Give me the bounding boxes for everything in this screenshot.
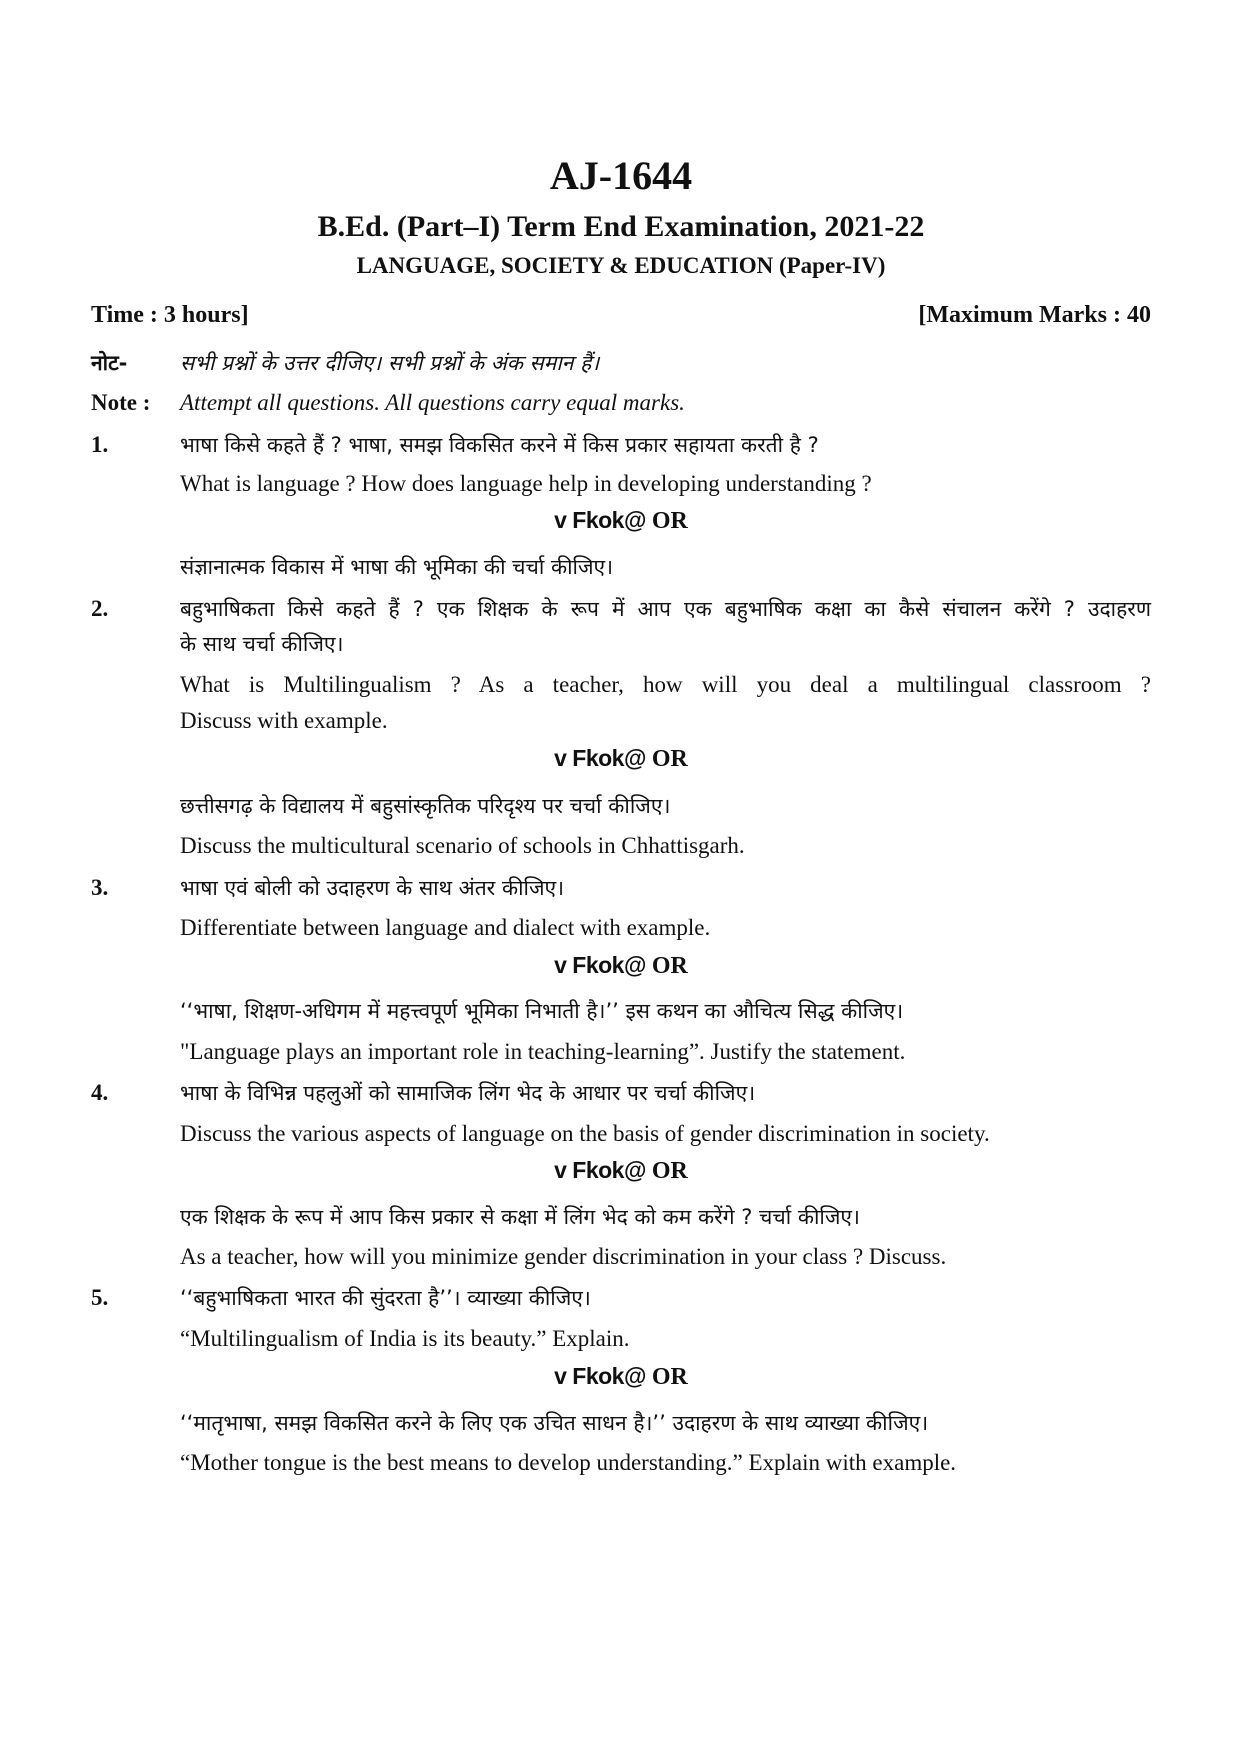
or-garbled-label: v Fkok@ — [554, 1363, 646, 1389]
question-text-hindi: ‘‘बहुभाषिकता भारत की सुंदरता है’’। व्याख्या कीजिए। — [180, 1286, 591, 1310]
question-text-english: Discuss the various aspects of language on the basis of gender discrimination in society. — [180, 1121, 990, 1146]
alternative-text-hindi: छत्तीसगढ़ के विद्यालय में बहुसांस्कृतिक परिदृश्य पर चर्चा कीजिए। — [180, 794, 671, 818]
alternative-text-hindi: संज्ञानात्मक विकास में भाषा की भूमिका की चर्चा कीजिए। — [180, 555, 614, 579]
question-number: 1. — [91, 432, 109, 457]
question-text-english: What is language ? How does language help in developing understanding ? — [180, 471, 872, 496]
or-separator — [0, 1363, 1242, 1391]
question-text-hindi: बहुभाषिकता किसे कहते हैं ? एक शिक्षक के रूप में आप एक बहुभाषिक कक्षा का कैसे संचालन करेंगे ? उदाहरण — [180, 597, 1151, 621]
paper-code: AJ-1644 — [549, 153, 693, 198]
alternative-text-hindi: एक शिक्षक के रूप में आप किस प्रकार से कक्षा में लिंग भेद को कम करेंगे ? चर्चा कीजिए। — [180, 1205, 860, 1229]
paper-title: LANGUAGE, SOCIETY & EDUCATION (Paper-IV) — [356, 253, 886, 278]
or-separator — [0, 507, 1242, 535]
question-number: 3. — [91, 875, 109, 900]
time-allowed: Time : 3 hours] — [91, 302, 249, 328]
maximum-marks: [Maximum Marks : 40 — [918, 302, 1151, 328]
or-garbled-label: v Fkok@ — [554, 1157, 646, 1183]
or-separator — [0, 1157, 1242, 1185]
or-label: OR — [651, 1364, 688, 1390]
or-label: OR — [651, 953, 688, 979]
note-hindi-label: नोट- — [91, 351, 128, 375]
question-number: 2. — [91, 596, 109, 621]
alternative-text-english: As a teacher, how will you minimize gender discrimination in your class ? Discuss. — [180, 1244, 947, 1269]
note-english-label: Note : — [91, 390, 151, 415]
or-separator — [0, 745, 1242, 773]
note-hindi-text: सभी प्रश्नों के उत्तर दीजिए। सभी प्रश्नों के अंक समान हैं। — [180, 351, 600, 375]
or-label: OR — [651, 746, 688, 772]
alternative-text-hindi: ‘‘मातृभाषा, समझ विकसित करने के लिए एक उचित साधन है।’’ उदाहरण के साथ व्याख्या कीजिए। — [180, 1411, 929, 1435]
note-english-text: Attempt all questions. All questions carry equal marks. — [180, 390, 685, 415]
question-text-english-continued: Discuss with example. — [180, 708, 388, 733]
question-text-hindi-continued: के साथ चर्चा कीजिए। — [180, 632, 344, 656]
or-label: OR — [651, 508, 688, 534]
question-number: 5. — [91, 1285, 109, 1310]
exam-title: B.Ed. (Part–I) Term End Examination, 2021-22 — [317, 210, 925, 243]
alternative-text-english: “Mother tongue is the best means to develop understanding.” Explain with example. — [180, 1450, 957, 1475]
or-garbled-label: v Fkok@ — [554, 507, 646, 533]
alternative-text-english: Discuss the multicultural scenario of schools in Chhattisgarh. — [180, 833, 745, 858]
question-text-hindi: भाषा एवं बोली को उदाहरण के साथ अंतर कीजिए। — [180, 876, 565, 900]
question-text-english: Differentiate between language and dialect with example. — [180, 915, 711, 940]
or-separator — [0, 952, 1242, 980]
or-label: OR — [651, 1158, 688, 1184]
question-text-english: What is Multilingualism ? As a teacher, how will you deal a multilingual classroom ? — [180, 672, 1151, 697]
or-garbled-label: v Fkok@ — [554, 745, 646, 771]
or-garbled-label: v Fkok@ — [554, 952, 646, 978]
question-text-hindi: भाषा के विभिन्न पहलुओं को सामाजिक लिंग भेद के आधार पर चर्चा कीजिए। — [180, 1081, 756, 1105]
question-text-hindi: भाषा किसे कहते हैं ? भाषा, समझ विकसित करने में किस प्रकार सहायता करती है ? — [180, 433, 819, 457]
question-number: 4. — [91, 1080, 109, 1105]
alternative-text-english: "Language plays an important role in teaching-learning”. Justify the statement. — [180, 1039, 906, 1064]
alternative-text-hindi: ‘‘भाषा, शिक्षण-अधिगम में महत्त्वपूर्ण भूमिका निभाती है।’’ इस कथन का औचित्य सिद्ध कीजिए। — [180, 999, 904, 1023]
question-text-english: “Multilingualism of India is its beauty.” Explain. — [180, 1326, 630, 1351]
